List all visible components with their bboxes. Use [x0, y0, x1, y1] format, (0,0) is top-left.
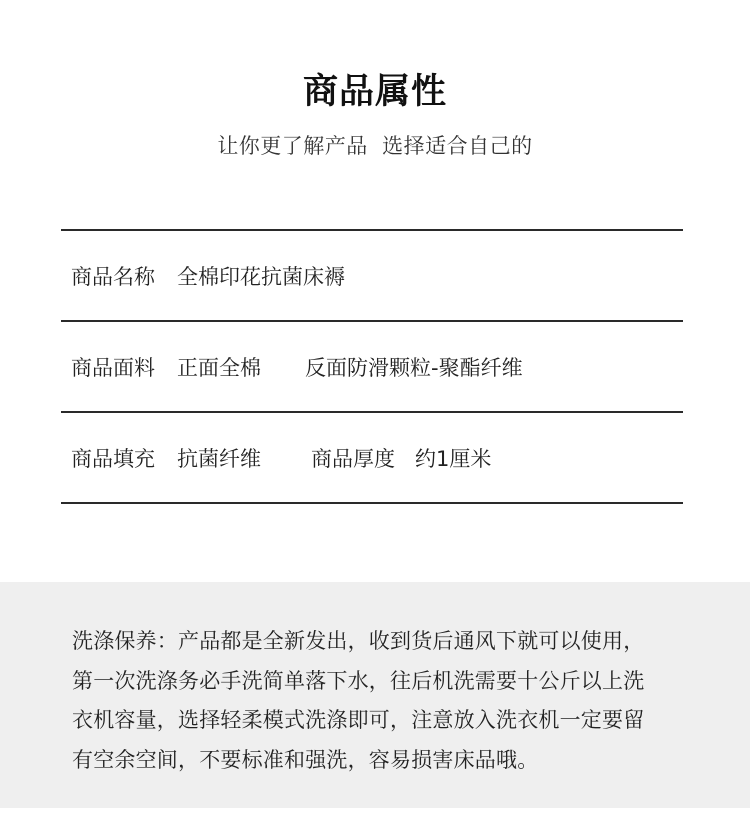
care-line: 有空余空间，不要标准和强洗，容易损害床品哦。: [72, 747, 539, 772]
thickness-value: 约1厘米: [415, 446, 492, 471]
page-subtitle: 让你更了解产品 选择适合自己的: [217, 134, 533, 158]
thickness-label: 商品厚度: [311, 446, 395, 471]
page-title: 商品属性: [302, 72, 447, 112]
attribute-row-fabric: [61, 322, 683, 411]
attribute-row-filling: [61, 413, 683, 502]
attribute-value-front: 正面全棉: [177, 355, 261, 380]
table-divider: [61, 502, 683, 504]
care-instructions-panel: [0, 582, 750, 808]
attribute-label: 商品面料: [71, 355, 155, 380]
attribute-value-back: 反面防滑颗粒-聚酯纤维: [305, 355, 523, 380]
care-instructions-text: [72, 622, 692, 780]
attribute-label: 商品名称: [71, 264, 155, 289]
attribute-value: 全棉印花抗菌床褥: [177, 264, 345, 289]
attribute-table: [61, 229, 683, 504]
care-line: 衣机容量，选择轻柔模式洗涤即可，注意放入洗衣机一定要留: [72, 708, 645, 732]
care-line: 第一次洗涤务必手洗简单落下水，往后机洗需要十公斤以上洗: [72, 668, 645, 693]
attribute-label: 商品填充: [71, 446, 155, 471]
attribute-value-filling: 抗菌纤维: [177, 446, 261, 471]
attribute-row-name: [61, 231, 683, 320]
care-line: 洗涤保养：产品都是全新发出，收到货后通风下就可以使用，: [72, 629, 645, 653]
